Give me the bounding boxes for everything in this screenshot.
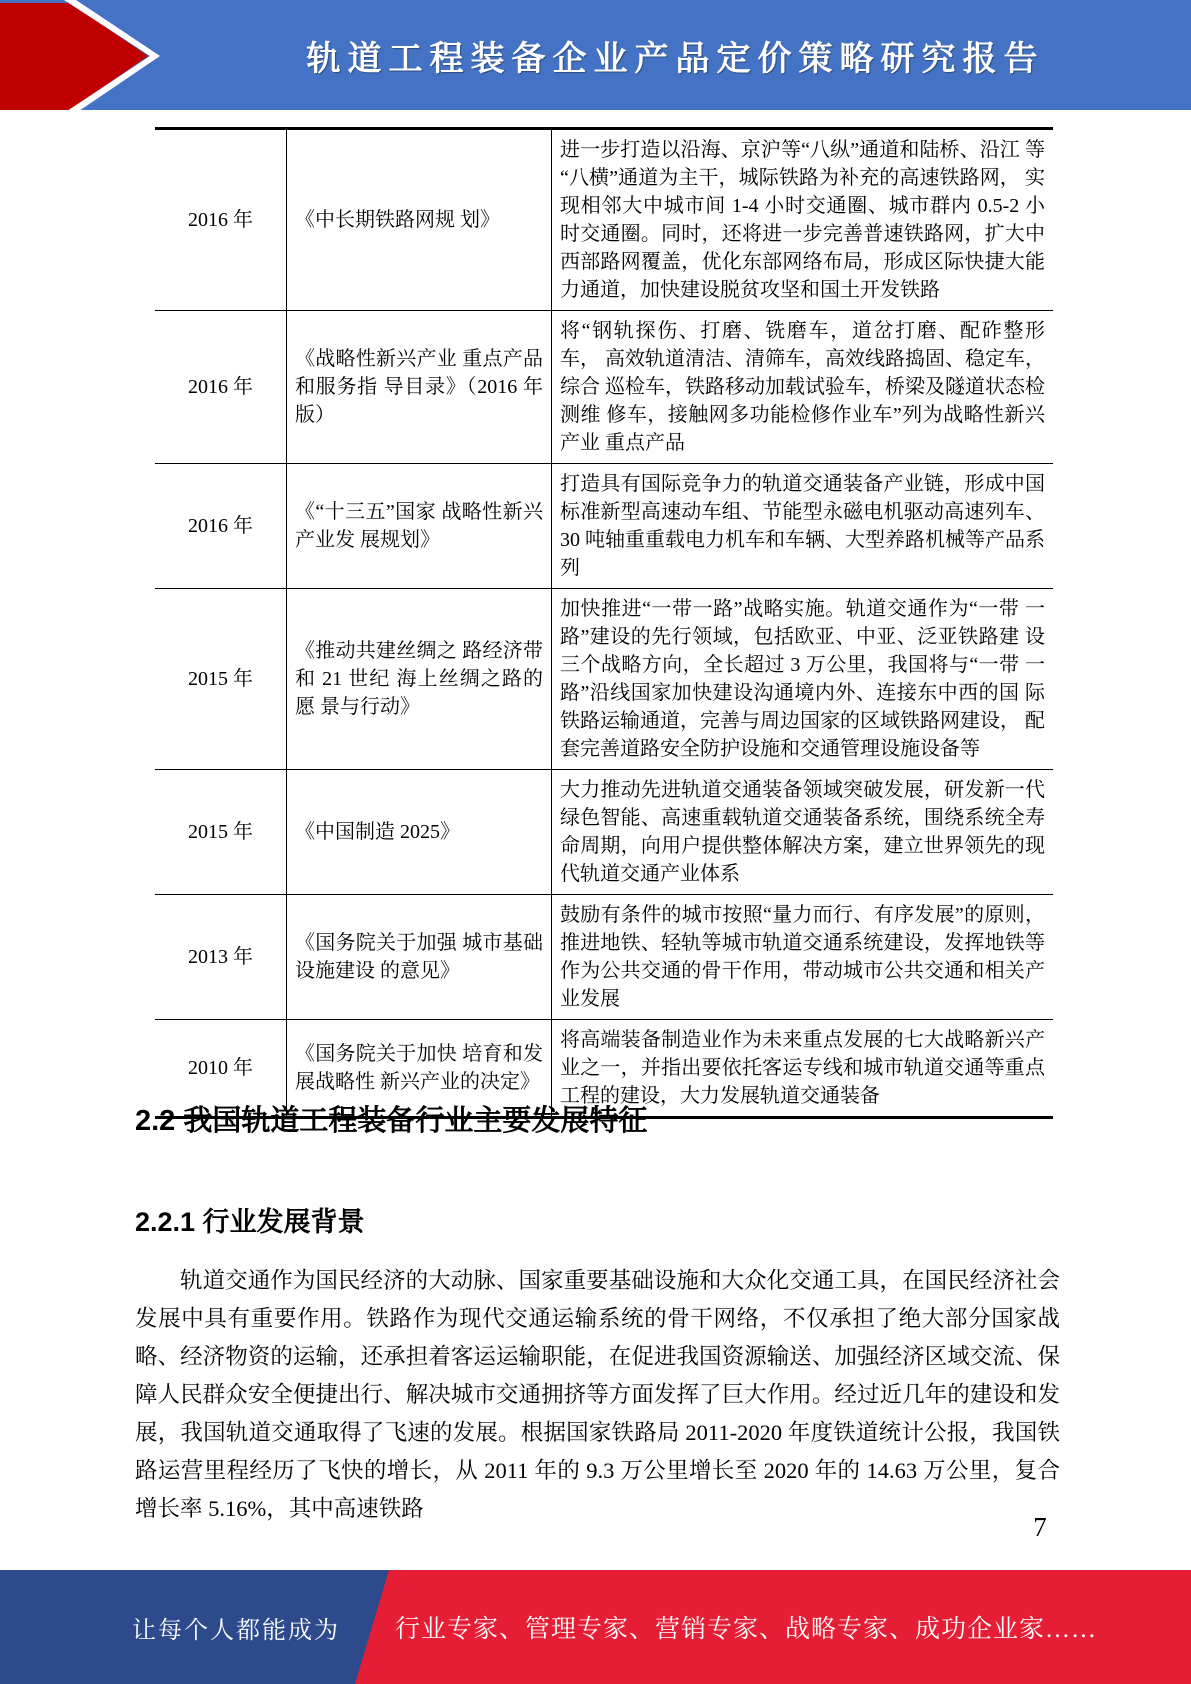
page-header [0, 0, 1191, 110]
cell-desc: 加快推进“一带一路”战略实施。轨道交通作为“一带 一路”建设的先行领域，包括欧亚、中亚、泛亚铁路建 设三个战略方向，全长超过 3 万公里，我国将与“一带 一路”沿线国家加快建设沟通境内外、连接东中西的国 际铁路运输通道，完善与周边国家的区域铁路网建设， 配套完善道路安全防护设施和交通管理设施设备等 [552, 589, 1054, 770]
cell-desc: 进一步打造以沿海、京沪等“八纵”通道和陆桥、沿江 等“八横”通道为主干，城际铁路为补充的高速铁路网， 实现相邻大中城市间 1-4 小时交通圈、城市群内 0.5-2 小 时交通圈。同时，还将进一步完善普速铁路网，扩大中 西部路网覆盖，优化东部网络布局，形成区际快捷大能 力通道，加快建设脱贫攻坚和国土开发铁路 [552, 129, 1054, 311]
footer-slogan-right: 行业专家、管理专家、营销专家、战略专家、成功企业家…… [395, 1616, 1098, 1643]
cell-year: 2015 年 [155, 589, 287, 770]
cell-policy: 《国务院关于加强 城市基础设施建设 的意见》 [287, 895, 552, 1020]
cell-policy: 《推动共建丝绸之 路经济带和 21 世纪 海上丝绸之路的愿 景与行动》 [287, 589, 552, 770]
page-number: 7 [1033, 1512, 1047, 1542]
cell-policy: 《“十三五”国家 战略性新兴产业发 展规划》 [287, 464, 552, 589]
cell-desc: 鼓励有条件的城市按照“量力而行、有序发展”的原则， 推进地铁、轻轨等城市轨道交通系统建设，发挥地铁等 作为公共交通的骨干作用，带动城市公共交通和相关产 业发展 [552, 895, 1054, 1020]
cell-year: 2010 年 [155, 1020, 287, 1118]
cell-policy: 《中长期铁路网规 划》 [287, 129, 552, 311]
table-row [155, 770, 1053, 895]
cell-desc: 大力推动先进轨道交通装备领域突破发展，研发新一代 绿色智能、高速重载轨道交通装备系统，围绕系统全寿 命周期，向用户提供整体解决方案，建立世界领先的现 代轨道交通产业体系 [552, 770, 1054, 895]
table-row [155, 311, 1053, 464]
cell-desc: 将高端装备制造业作为未来重点发展的七大战略新兴产 业之一，并指出要依托客运专线和城市轨道交通等重点 工程的建设，大力发展轨道交通装备 [552, 1020, 1054, 1118]
cell-year: 2016 年 [155, 311, 287, 464]
table-row [155, 589, 1053, 770]
cell-year: 2016 年 [155, 129, 287, 311]
policy-table-wrap [155, 127, 1045, 1119]
cell-policy: 《国务院关于加快 培育和发展战略性 新兴产业的决定》 [287, 1020, 552, 1118]
cell-year: 2015 年 [155, 770, 287, 895]
cell-policy: 《战略性新兴产业 重点产品和服务指 导目录》（2016 年版） [287, 311, 552, 464]
body-paragraph: 轨道交通作为国民经济的大动脉、国家重要基础设施和大众化交通工具，在国民经济社会发展中具有重要作用。铁路作为现代交通运输系统的骨干网络，不仅承担了绝大部分国家战略、经济物资的运输，还承担着客运运输职能，在促进我国资源输送、加强经济区域交流、保障人民群众安全便捷出行、解决城市交通拥挤等方面发挥了巨大作用。经过近几年的建设和发展，我国轨道交通取得了飞速的发展。根据国家铁路局 2011-2020 年度铁道统计公报，我国铁路运营里程经历了飞快的增长，从 2011 年的 9.3 万公里增长至 2020 年的 14.63 万公里，复合增长率 5.16%，其中高速铁路 [135, 1268, 1060, 1521]
cell-year: 2013 年 [155, 895, 287, 1020]
report-title: 轨道工程装备企业产品定价策略研究报告 [306, 39, 1045, 78]
page-footer [0, 1570, 1191, 1684]
cell-desc: 将“钢轨探伤、打磨、铣磨车，道岔打磨、配砟整形车， 高效轨道清洁、清筛车，高效线路捣固、稳定车，综合 巡检车，铁路移动加载试验车，桥梁及隧道状态检测维 修车，接触网多功能检修作业车”列为战略性新兴产业 重点产品 [552, 311, 1054, 464]
table-row [155, 895, 1053, 1020]
cell-policy: 《中国制造 2025》 [287, 770, 552, 895]
red-arrow-icon [0, 0, 165, 110]
cell-year: 2016 年 [155, 464, 287, 589]
policy-table [155, 127, 1053, 1119]
cell-desc: 打造具有国际竞争力的轨道交通装备产业链，形成中国 标准新型高速动车组、节能型永磁电机驱动高速列车、 30 吨轴重重载电力机车和车辆、大型养路机械等产品系 列 [552, 464, 1054, 589]
footer-slogan-left: 让每个人都能成为 [132, 1617, 340, 1644]
table-row [155, 129, 1053, 311]
subsection-heading: 2.2.1 行业发展背景 [135, 1207, 365, 1237]
section-heading: 2.2 我国轨道工程装备行业主要发展特征 [135, 1105, 648, 1137]
table-row [155, 464, 1053, 589]
